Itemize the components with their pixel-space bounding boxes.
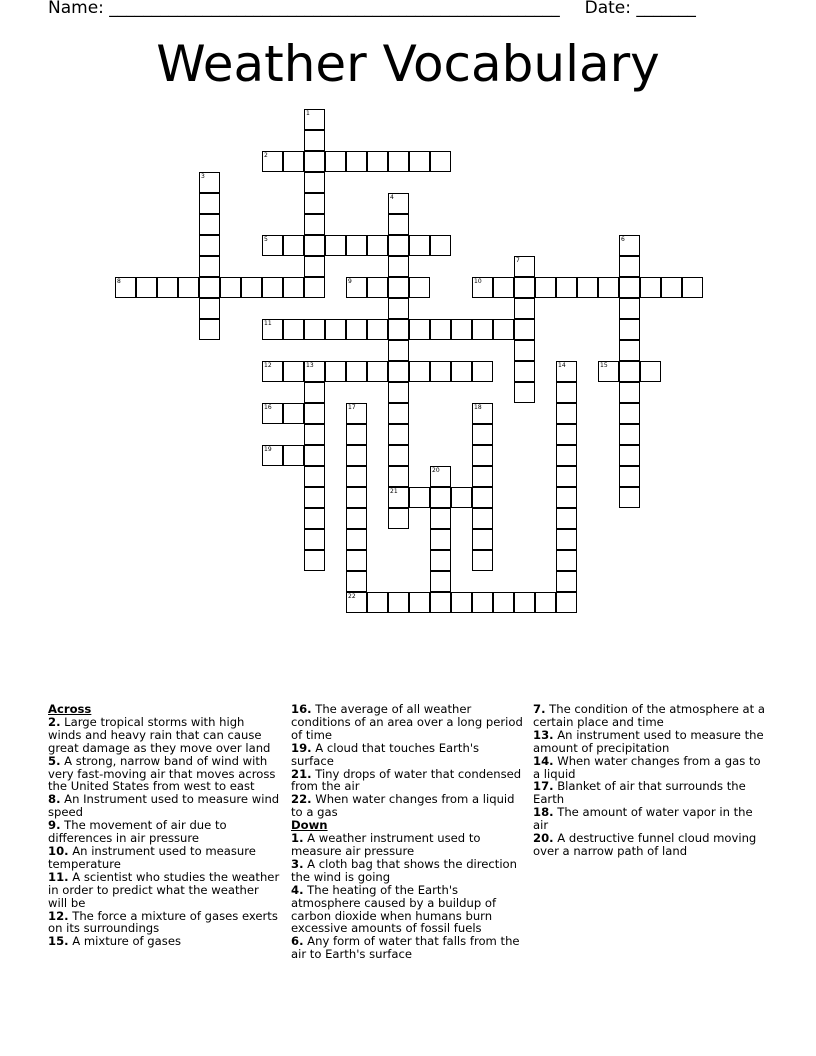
crossword-cell[interactable] bbox=[451, 319, 472, 340]
clue-number: 4 bbox=[390, 194, 394, 201]
clue-item-text: A destructive funnel cloud moving over a narrow path of land bbox=[533, 831, 757, 858]
crossword-cell[interactable] bbox=[388, 193, 409, 214]
crossword-cell[interactable] bbox=[367, 592, 388, 613]
crossword-cell[interactable] bbox=[283, 445, 304, 466]
crossword-cell[interactable] bbox=[556, 466, 577, 487]
crossword-cell[interactable] bbox=[556, 361, 577, 382]
clue-item bbox=[291, 884, 523, 936]
clue-number: 17 bbox=[348, 404, 356, 411]
crossword-cell[interactable] bbox=[409, 277, 430, 298]
clue-number: 3 bbox=[201, 173, 205, 180]
crossword-cell[interactable] bbox=[388, 151, 409, 172]
clue-item-text: Any form of water that falls from the air to Earth's surface bbox=[291, 934, 520, 962]
crossword-cell[interactable] bbox=[535, 277, 556, 298]
crossword-cell[interactable] bbox=[556, 592, 577, 613]
crossword-cell[interactable] bbox=[304, 403, 325, 424]
crossword-cell[interactable] bbox=[346, 361, 367, 382]
crossword-cell[interactable] bbox=[304, 130, 325, 151]
clue-item-text: Tiny drops of water that condensed from the air bbox=[291, 766, 522, 794]
clue-number: 20 bbox=[432, 467, 440, 474]
clue-column-2 bbox=[291, 703, 523, 961]
clue-item-number: 16. bbox=[291, 702, 312, 716]
crossword-cell[interactable] bbox=[619, 487, 640, 508]
clue-item-text: Blanket of air that surrounds the Earth bbox=[533, 779, 746, 807]
clue-number: 5 bbox=[264, 236, 268, 243]
crossword-cell[interactable] bbox=[346, 529, 367, 550]
crossword-cell[interactable] bbox=[325, 319, 346, 340]
crossword-cell[interactable] bbox=[598, 361, 619, 382]
crossword-cell[interactable] bbox=[619, 382, 640, 403]
crossword-cell[interactable] bbox=[619, 298, 640, 319]
clue-column-1 bbox=[48, 703, 280, 948]
clue-number: 6 bbox=[621, 236, 625, 243]
crossword-cell[interactable] bbox=[514, 319, 535, 340]
crossword-cell[interactable] bbox=[619, 361, 640, 382]
clue-number: 13 bbox=[306, 362, 314, 369]
crossword-cell[interactable] bbox=[556, 382, 577, 403]
clue-item bbox=[533, 806, 765, 832]
crossword-cell[interactable] bbox=[388, 382, 409, 403]
crossword-cell[interactable] bbox=[556, 571, 577, 592]
crossword-cell[interactable] bbox=[556, 277, 577, 298]
crossword-cell[interactable] bbox=[619, 466, 640, 487]
clue-item-number: 10. bbox=[48, 843, 69, 858]
crossword-cell[interactable] bbox=[388, 445, 409, 466]
crossword-cell[interactable] bbox=[388, 466, 409, 487]
crossword-cell[interactable] bbox=[262, 403, 283, 424]
crossword-cell[interactable] bbox=[346, 550, 367, 571]
clue-item-number: 22. bbox=[291, 792, 312, 807]
clue-item bbox=[291, 858, 523, 884]
clue-item-number: 8. bbox=[48, 792, 61, 807]
crossword-cell[interactable] bbox=[304, 529, 325, 550]
clue-item-number: 9. bbox=[48, 818, 61, 833]
clue-item-text: A strong, narrow band of wind with very fast-moving air that moves across the United States from west to east bbox=[48, 753, 276, 794]
crossword-cell[interactable] bbox=[388, 298, 409, 319]
crossword-cell[interactable] bbox=[556, 550, 577, 571]
clue-item-number: 2. bbox=[48, 714, 61, 729]
crossword-cell[interactable] bbox=[556, 424, 577, 445]
crossword-cell[interactable] bbox=[283, 235, 304, 256]
crossword-cell[interactable] bbox=[304, 172, 325, 193]
clue-item bbox=[533, 755, 765, 781]
crossword-cell[interactable] bbox=[346, 508, 367, 529]
clue-item bbox=[291, 935, 523, 961]
crossword-cell[interactable] bbox=[367, 277, 388, 298]
clue-number: 9 bbox=[348, 278, 352, 285]
crossword-cell[interactable] bbox=[346, 487, 367, 508]
crossword-cell[interactable] bbox=[262, 445, 283, 466]
crossword-cell[interactable] bbox=[472, 487, 493, 508]
crossword-cell[interactable] bbox=[388, 361, 409, 382]
crossword-cell[interactable] bbox=[430, 592, 451, 613]
clue-number: 19 bbox=[264, 446, 272, 453]
crossword-cell[interactable] bbox=[409, 319, 430, 340]
crossword-cell[interactable] bbox=[409, 151, 430, 172]
crossword-cell[interactable] bbox=[451, 487, 472, 508]
clue-item bbox=[48, 793, 280, 819]
crossword-cell[interactable] bbox=[430, 235, 451, 256]
crossword-cell[interactable] bbox=[283, 319, 304, 340]
down-heading: Down bbox=[291, 818, 328, 833]
crossword-cell[interactable] bbox=[514, 298, 535, 319]
date-label: Date: bbox=[584, 0, 631, 18]
crossword-cell[interactable] bbox=[430, 319, 451, 340]
clue-item-number: 4. bbox=[291, 882, 304, 897]
crossword-cell[interactable] bbox=[367, 235, 388, 256]
crossword-cell[interactable] bbox=[493, 319, 514, 340]
crossword-cell[interactable] bbox=[451, 592, 472, 613]
clue-number: 12 bbox=[264, 362, 272, 369]
crossword-cell[interactable] bbox=[409, 487, 430, 508]
clue-item-text: When water changes from a liquid to a gas bbox=[291, 792, 515, 820]
clue-item bbox=[533, 780, 765, 806]
crossword-cell[interactable] bbox=[472, 592, 493, 613]
clue-item-text: The condition of the atmosphere at a certain place and time bbox=[533, 702, 765, 729]
crossword-cell[interactable] bbox=[388, 487, 409, 508]
crossword-cell[interactable] bbox=[304, 256, 325, 277]
clue-item-text: The average of all weather conditions of an area over a long period of time bbox=[291, 702, 523, 742]
clue-item-text: When water changes from a gas to a liquid bbox=[533, 753, 761, 781]
clue-item-number: 21. bbox=[291, 766, 312, 781]
crossword-cell[interactable] bbox=[304, 277, 325, 298]
clue-item-text: A scientist who studies the weather in order to predict what the weather will be bbox=[48, 869, 280, 910]
clue-item-text: The amount of water vapor in the air bbox=[533, 805, 753, 833]
crossword-cell[interactable] bbox=[199, 319, 220, 340]
crossword-cell[interactable] bbox=[388, 592, 409, 613]
crossword-cell[interactable] bbox=[619, 235, 640, 256]
crossword-cell[interactable] bbox=[367, 361, 388, 382]
crossword-cell[interactable] bbox=[199, 298, 220, 319]
date-field-line[interactable]: _______ bbox=[636, 0, 696, 18]
clue-item bbox=[291, 793, 523, 819]
crossword-cell[interactable] bbox=[619, 403, 640, 424]
crossword-cell[interactable] bbox=[241, 277, 262, 298]
clue-item-number: 7. bbox=[533, 702, 546, 716]
crossword-cell[interactable] bbox=[451, 361, 472, 382]
crossword-cell[interactable] bbox=[619, 277, 640, 298]
crossword-cell[interactable] bbox=[472, 466, 493, 487]
crossword-cell[interactable] bbox=[283, 361, 304, 382]
crossword-cell[interactable] bbox=[304, 508, 325, 529]
crossword-cell[interactable] bbox=[472, 424, 493, 445]
across-heading: Across bbox=[48, 702, 92, 716]
crossword-cell[interactable] bbox=[472, 361, 493, 382]
crossword-cell[interactable] bbox=[262, 361, 283, 382]
clue-item-text: A mixture of gases bbox=[68, 934, 181, 949]
clue-item-text: A cloth bag that shows the direction the wind is going bbox=[291, 856, 518, 884]
crossword-cell[interactable] bbox=[514, 382, 535, 403]
crossword-cell[interactable] bbox=[178, 277, 199, 298]
crossword-cell[interactable] bbox=[262, 277, 283, 298]
crossword-cell[interactable] bbox=[304, 151, 325, 172]
crossword-cell[interactable] bbox=[430, 361, 451, 382]
crossword-cell[interactable] bbox=[388, 424, 409, 445]
crossword-cell[interactable] bbox=[472, 277, 493, 298]
crossword-cell[interactable] bbox=[346, 571, 367, 592]
crossword-cell[interactable] bbox=[304, 424, 325, 445]
crossword-cell[interactable] bbox=[115, 277, 136, 298]
crossword-cell[interactable] bbox=[472, 319, 493, 340]
clue-item-number: 6. bbox=[291, 934, 304, 949]
crossword-cell[interactable] bbox=[514, 592, 535, 613]
crossword-cell[interactable] bbox=[430, 550, 451, 571]
crossword-cell[interactable] bbox=[157, 277, 178, 298]
crossword-cell[interactable] bbox=[472, 529, 493, 550]
clue-item-text: The movement of air due to differences in air pressure bbox=[48, 818, 227, 846]
crossword-cell[interactable] bbox=[304, 487, 325, 508]
clue-item bbox=[48, 935, 280, 948]
clue-item-text: An Instrument used to measure wind speed bbox=[48, 792, 280, 820]
crossword-cell[interactable] bbox=[682, 277, 703, 298]
clue-item-number: 1. bbox=[291, 831, 304, 846]
clue-item bbox=[533, 729, 765, 755]
crossword-cell[interactable] bbox=[598, 277, 619, 298]
crossword-cell[interactable] bbox=[493, 592, 514, 613]
crossword-cell[interactable] bbox=[304, 235, 325, 256]
clue-item bbox=[48, 819, 280, 845]
crossword-cell[interactable] bbox=[493, 277, 514, 298]
clue-item-number: 17. bbox=[533, 779, 554, 794]
crossword-cell[interactable] bbox=[619, 445, 640, 466]
crossword-cell[interactable] bbox=[661, 277, 682, 298]
clue-number: 16 bbox=[264, 404, 272, 411]
crossword-cell[interactable] bbox=[367, 151, 388, 172]
clue-item bbox=[291, 703, 523, 742]
crossword-cell[interactable] bbox=[346, 424, 367, 445]
clue-item bbox=[291, 768, 523, 794]
crossword-cell[interactable] bbox=[283, 151, 304, 172]
crossword-cell[interactable] bbox=[325, 361, 346, 382]
crossword-cell[interactable] bbox=[304, 319, 325, 340]
name-field-line[interactable]: _____________________________________________________ bbox=[109, 0, 560, 18]
crossword-cell[interactable] bbox=[619, 319, 640, 340]
crossword-cell[interactable] bbox=[514, 256, 535, 277]
clue-item-number: 11. bbox=[48, 869, 69, 884]
crossword-cell[interactable] bbox=[556, 529, 577, 550]
crossword-cell[interactable] bbox=[304, 214, 325, 235]
crossword-cell[interactable] bbox=[304, 382, 325, 403]
crossword-cell[interactable] bbox=[346, 403, 367, 424]
crossword-cell[interactable] bbox=[556, 403, 577, 424]
crossword-cell[interactable] bbox=[514, 340, 535, 361]
crossword-cell[interactable] bbox=[388, 256, 409, 277]
crossword-cell[interactable] bbox=[409, 592, 430, 613]
clue-number: 21 bbox=[390, 488, 398, 495]
clue-item-text: Large tropical storms with high winds and heavy rain that can cause great damage as they move over land bbox=[48, 714, 271, 755]
crossword-cell[interactable] bbox=[136, 277, 157, 298]
crossword-cell[interactable] bbox=[325, 235, 346, 256]
crossword-cell[interactable] bbox=[388, 235, 409, 256]
clue-item bbox=[48, 755, 280, 794]
crossword-cell[interactable] bbox=[472, 445, 493, 466]
crossword-cell[interactable] bbox=[199, 235, 220, 256]
crossword-cell[interactable] bbox=[619, 424, 640, 445]
clue-number: 7 bbox=[516, 257, 520, 264]
clue-number: 22 bbox=[348, 593, 356, 600]
clue-item-number: 13. bbox=[533, 727, 554, 742]
crossword-cell[interactable] bbox=[556, 487, 577, 508]
clue-item-text: An instrument used to measure temperature bbox=[48, 843, 256, 871]
clue-column-3 bbox=[533, 703, 765, 858]
crossword-cell[interactable] bbox=[262, 319, 283, 340]
crossword-cell[interactable] bbox=[304, 193, 325, 214]
clue-item-number: 20. bbox=[533, 831, 554, 846]
crossword-cell[interactable] bbox=[199, 214, 220, 235]
crossword-cell[interactable] bbox=[388, 508, 409, 529]
crossword-cell[interactable] bbox=[304, 361, 325, 382]
crossword-cell[interactable] bbox=[388, 319, 409, 340]
clue-item bbox=[533, 832, 765, 858]
crossword-cell[interactable] bbox=[262, 235, 283, 256]
crossword-cell[interactable] bbox=[346, 592, 367, 613]
clue-number: 18 bbox=[474, 404, 482, 411]
crossword-cell[interactable] bbox=[304, 466, 325, 487]
crossword-cell[interactable] bbox=[472, 508, 493, 529]
crossword-cell[interactable] bbox=[430, 151, 451, 172]
crossword-cell[interactable] bbox=[388, 340, 409, 361]
crossword-cell[interactable] bbox=[388, 214, 409, 235]
clue-item bbox=[48, 716, 280, 755]
crossword-cell[interactable] bbox=[283, 403, 304, 424]
clue-item-number: 15. bbox=[48, 934, 69, 949]
crossword-cell[interactable] bbox=[640, 361, 661, 382]
crossword-cell[interactable] bbox=[556, 445, 577, 466]
crossword-cell[interactable] bbox=[346, 445, 367, 466]
clue-item-text: A weather instrument used to measure air pressure bbox=[291, 831, 481, 858]
crossword-cell[interactable] bbox=[430, 487, 451, 508]
clue-item-text: The heating of the Earth's atmosphere caused by a buildup of carbon dioxide when humans burn excessive amounts of fossil fuels bbox=[291, 882, 497, 936]
clue-number: 11 bbox=[264, 320, 272, 327]
clue-item-text: An instrument used to measure the amount of precipitation bbox=[533, 727, 764, 755]
crossword-cell[interactable] bbox=[346, 466, 367, 487]
crossword-cell[interactable] bbox=[388, 277, 409, 298]
clue-item-number: 3. bbox=[291, 856, 304, 871]
crossword-cell[interactable] bbox=[409, 361, 430, 382]
crossword-cell[interactable] bbox=[409, 235, 430, 256]
crossword-cell[interactable] bbox=[304, 445, 325, 466]
crossword-cell[interactable] bbox=[304, 109, 325, 130]
crossword-cell[interactable] bbox=[388, 403, 409, 424]
crossword-cell[interactable] bbox=[514, 361, 535, 382]
crossword-cell[interactable] bbox=[472, 403, 493, 424]
clue-item bbox=[48, 845, 280, 871]
clue-item bbox=[533, 703, 765, 729]
clue-number: 1 bbox=[306, 110, 310, 117]
crossword-cell[interactable] bbox=[220, 277, 241, 298]
crossword-cell[interactable] bbox=[514, 277, 535, 298]
crossword-cell[interactable] bbox=[367, 319, 388, 340]
crossword-cell[interactable] bbox=[556, 508, 577, 529]
crossword-cell[interactable] bbox=[262, 151, 283, 172]
crossword-cell[interactable] bbox=[346, 151, 367, 172]
crossword-cell[interactable] bbox=[430, 529, 451, 550]
clue-number: 14 bbox=[558, 362, 566, 369]
crossword-cell[interactable] bbox=[346, 277, 367, 298]
clue-number: 8 bbox=[117, 278, 121, 285]
clue-item-number: 5. bbox=[48, 753, 61, 768]
clue-item bbox=[291, 832, 523, 858]
clue-item-number: 19. bbox=[291, 740, 312, 755]
crossword-cell[interactable] bbox=[199, 277, 220, 298]
clue-item bbox=[48, 871, 280, 910]
crossword-cell[interactable] bbox=[346, 319, 367, 340]
clue-item-text: The force a mixture of gases exerts on its surroundings bbox=[48, 908, 278, 936]
clue-number: 15 bbox=[600, 362, 608, 369]
crossword-cell[interactable] bbox=[325, 151, 346, 172]
crossword-cell[interactable] bbox=[577, 277, 598, 298]
crossword-cell[interactable] bbox=[346, 235, 367, 256]
crossword-cell[interactable] bbox=[472, 550, 493, 571]
clue-item-number: 18. bbox=[533, 805, 554, 820]
crossword-cell[interactable] bbox=[619, 340, 640, 361]
clue-item bbox=[48, 910, 280, 936]
clue-item-number: 12. bbox=[48, 908, 69, 923]
crossword-cell[interactable] bbox=[535, 592, 556, 613]
crossword-cell[interactable] bbox=[304, 550, 325, 571]
crossword-cell[interactable] bbox=[283, 277, 304, 298]
crossword-cell[interactable] bbox=[199, 193, 220, 214]
clue-item bbox=[291, 742, 523, 768]
crossword-cell[interactable] bbox=[430, 508, 451, 529]
crossword-cell[interactable] bbox=[430, 571, 451, 592]
clue-item-text: A cloud that touches Earth's surface bbox=[291, 740, 480, 768]
clue-number: 10 bbox=[474, 278, 482, 285]
crossword-cell[interactable] bbox=[619, 256, 640, 277]
crossword-cell[interactable] bbox=[199, 172, 220, 193]
clue-item-number: 14. bbox=[533, 753, 554, 768]
page-title: Weather Vocabulary bbox=[156, 35, 660, 93]
name-label: Name: bbox=[48, 0, 104, 18]
crossword-cell[interactable] bbox=[199, 256, 220, 277]
crossword-cell[interactable] bbox=[430, 466, 451, 487]
clue-number: 2 bbox=[264, 152, 268, 159]
crossword-cell[interactable] bbox=[640, 277, 661, 298]
